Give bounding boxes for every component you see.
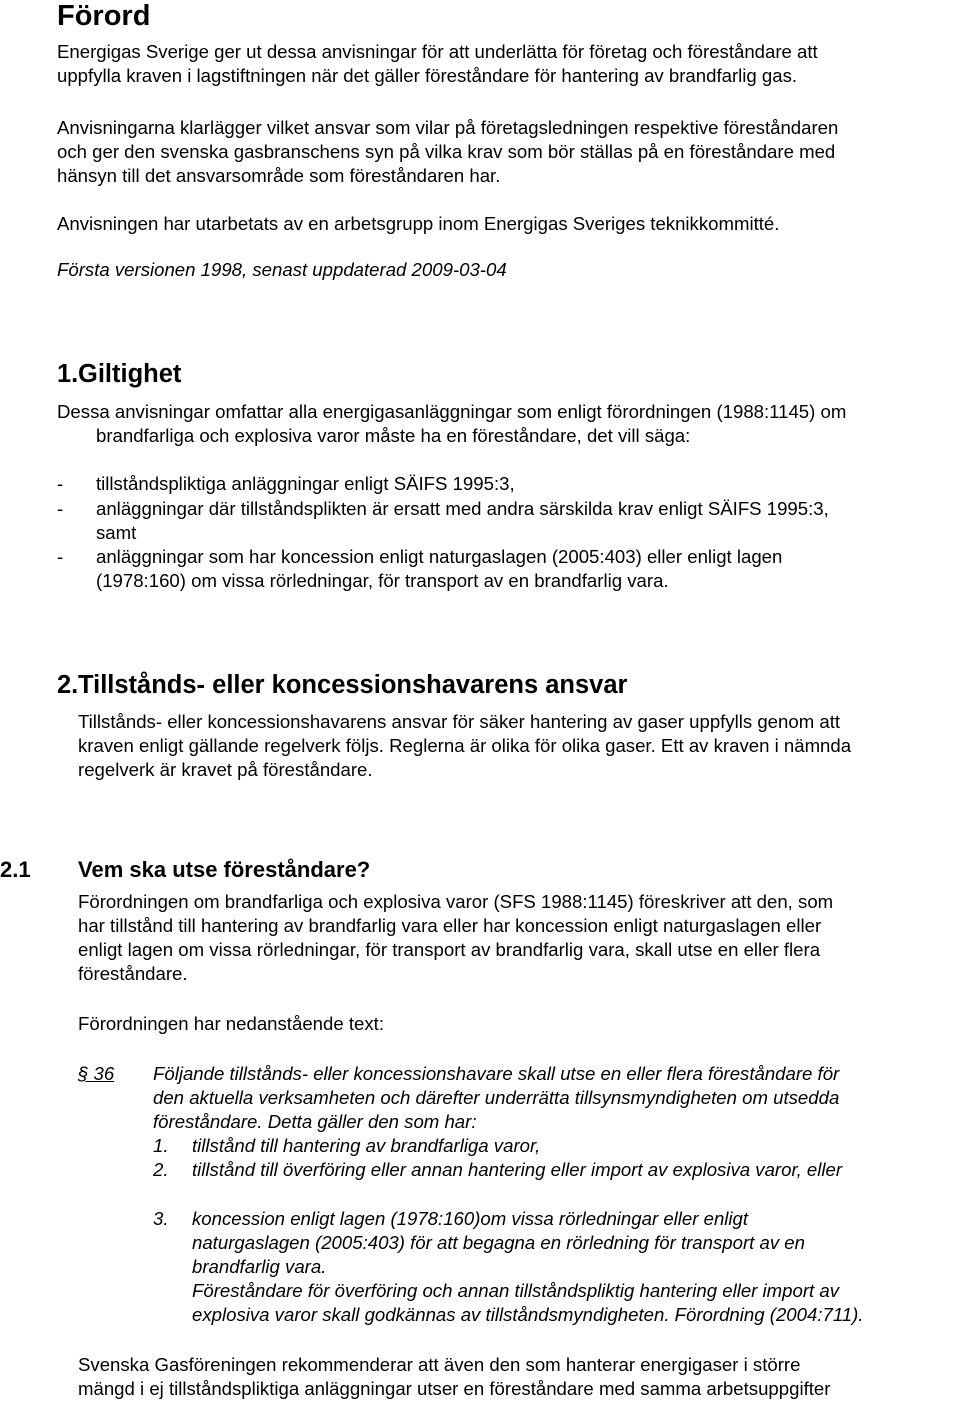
quote-item-text: tillstånd till hantering av brandfarliga varor,	[192, 1135, 541, 1156]
foreword-title: Förord	[57, 0, 151, 32]
list-item-continuation: samt	[96, 522, 137, 543]
quote-line: den aktuella verksamheten och därefter underrätta tillsynsmyndigheten om utsedda	[153, 1087, 840, 1108]
quote-item-number: 1.	[153, 1135, 169, 1156]
section2-text-line: kraven enligt gällande regelverk följs. Reglerna är olika för olika gaser. Ett av kraven i nämnda	[78, 735, 852, 756]
list-bullet: -	[57, 473, 64, 494]
list-item: tillståndspliktiga anläggningar enligt SÄIFS 1995:3,	[96, 473, 515, 494]
section21-p1-line: föreståndare.	[78, 963, 188, 984]
quote-item-text: Föreståndare för överföring och annan tillståndspliktig hantering eller import av	[192, 1280, 839, 1301]
foreword-p1-line: Energigas Sverige ger ut dessa anvisningar för att underlätta för företag och föreståndare att	[57, 41, 818, 62]
foreword-version: Första versionen 1998, senast uppdaterad 2009-03-04	[57, 259, 507, 280]
section2-number: 2.	[57, 671, 79, 699]
section2-text-line: Tillstånds- eller koncessionshavarens ansvar för säker hantering av gaser uppfylls genom att	[78, 711, 841, 732]
quote-item-number: 3.	[153, 1208, 169, 1229]
section21-p3-line: Svenska Gasföreningen rekommenderar att även den som hanterar energigaser i större	[78, 1354, 801, 1375]
list-item-continuation: (1978:160) om vissa rörledningar, för transport av en brandfarlig vara.	[96, 570, 669, 591]
section2-title: Tillstånds- eller koncessionshavarens ansvar	[78, 671, 628, 699]
foreword-p2-line: hänsyn till det ansvarsområde som föreståndaren har.	[57, 165, 501, 186]
quote-item-text: koncession enligt lagen (1978:160)om vissa rörledningar eller enligt	[192, 1208, 749, 1229]
section21-p1-line: har tillstånd till hantering av brandfarlig vara eller har koncession enligt naturgaslagen eller	[78, 915, 822, 936]
section1-title: Giltighet	[78, 360, 182, 388]
section21-p2: Förordningen har nedanstående text:	[78, 1013, 384, 1034]
list-item: anläggningar som har koncession enligt naturgaslagen (2005:403) eller enligt lagen	[96, 546, 783, 567]
list-item: anläggningar där tillståndsplikten är ersatt med andra särskilda krav enligt SÄIFS 1995:3,	[96, 498, 829, 519]
list-bullet: -	[57, 498, 64, 519]
quote-item-number: 2.	[153, 1159, 169, 1180]
quote-item-text: brandfarlig vara.	[192, 1256, 327, 1277]
foreword-p2-line: Anvisningarna klarlägger vilket ansvar som vilar på företagsledningen respektive föreståndaren	[57, 117, 839, 138]
foreword-p1-line: uppfylla kraven i lagstiftningen när det gäller föreståndare för hantering av brandfarlig gas.	[57, 65, 798, 86]
quote-item-text: naturgaslagen (2005:403) för att begagna en rörledning för transport av en	[192, 1232, 805, 1253]
section1-intro-line: Dessa anvisningar omfattar alla energigasanläggningar som enligt förordningen (1988:1145) om	[57, 401, 847, 422]
quote-line: föreståndare. Detta gäller den som har:	[153, 1111, 477, 1132]
section2-text-line: regelverk är kravet på föreståndare.	[78, 759, 373, 780]
section21-p1-line: enligt lagen om vissa rörledningar, för transport av brandfarlig vara, skall utse en eller flera	[78, 939, 821, 960]
section21-number: 2.1	[0, 857, 31, 882]
foreword-p3: Anvisningen har utarbetats av en arbetsgrupp inom Energigas Sveriges teknikkommitté.	[57, 213, 780, 234]
paragraph-36-label: § 36	[78, 1063, 115, 1084]
quote-item-text: tillstånd till överföring eller annan hantering eller import av explosiva varor, eller	[192, 1159, 843, 1180]
section21-p3-line: mängd i ej tillståndspliktiga anläggningar utser en föreståndare med samma arbetsuppgifter	[78, 1378, 831, 1399]
quote-item-text: explosiva varor skall godkännas av tillståndsmyndigheten. Förordning (2004:711).	[192, 1304, 864, 1325]
section21-title: Vem ska utse föreståndare?	[78, 857, 371, 882]
quote-line: Följande tillstånds- eller koncessionshavare skall utse en eller flera föreståndare för	[153, 1063, 840, 1084]
foreword-p2-line: och ger den svenska gasbranschens syn på vilka krav som bör ställas på en föreståndare med	[57, 141, 836, 162]
section21-p1-line: Förordningen om brandfarliga och explosiva varor (SFS 1988:1145) föreskriver att den, som	[78, 891, 834, 912]
section1-number: 1.	[57, 360, 79, 388]
list-bullet: -	[57, 546, 64, 567]
section1-intro-line: brandfarliga och explosiva varor måste ha en föreståndare, det vill säga:	[96, 425, 691, 446]
